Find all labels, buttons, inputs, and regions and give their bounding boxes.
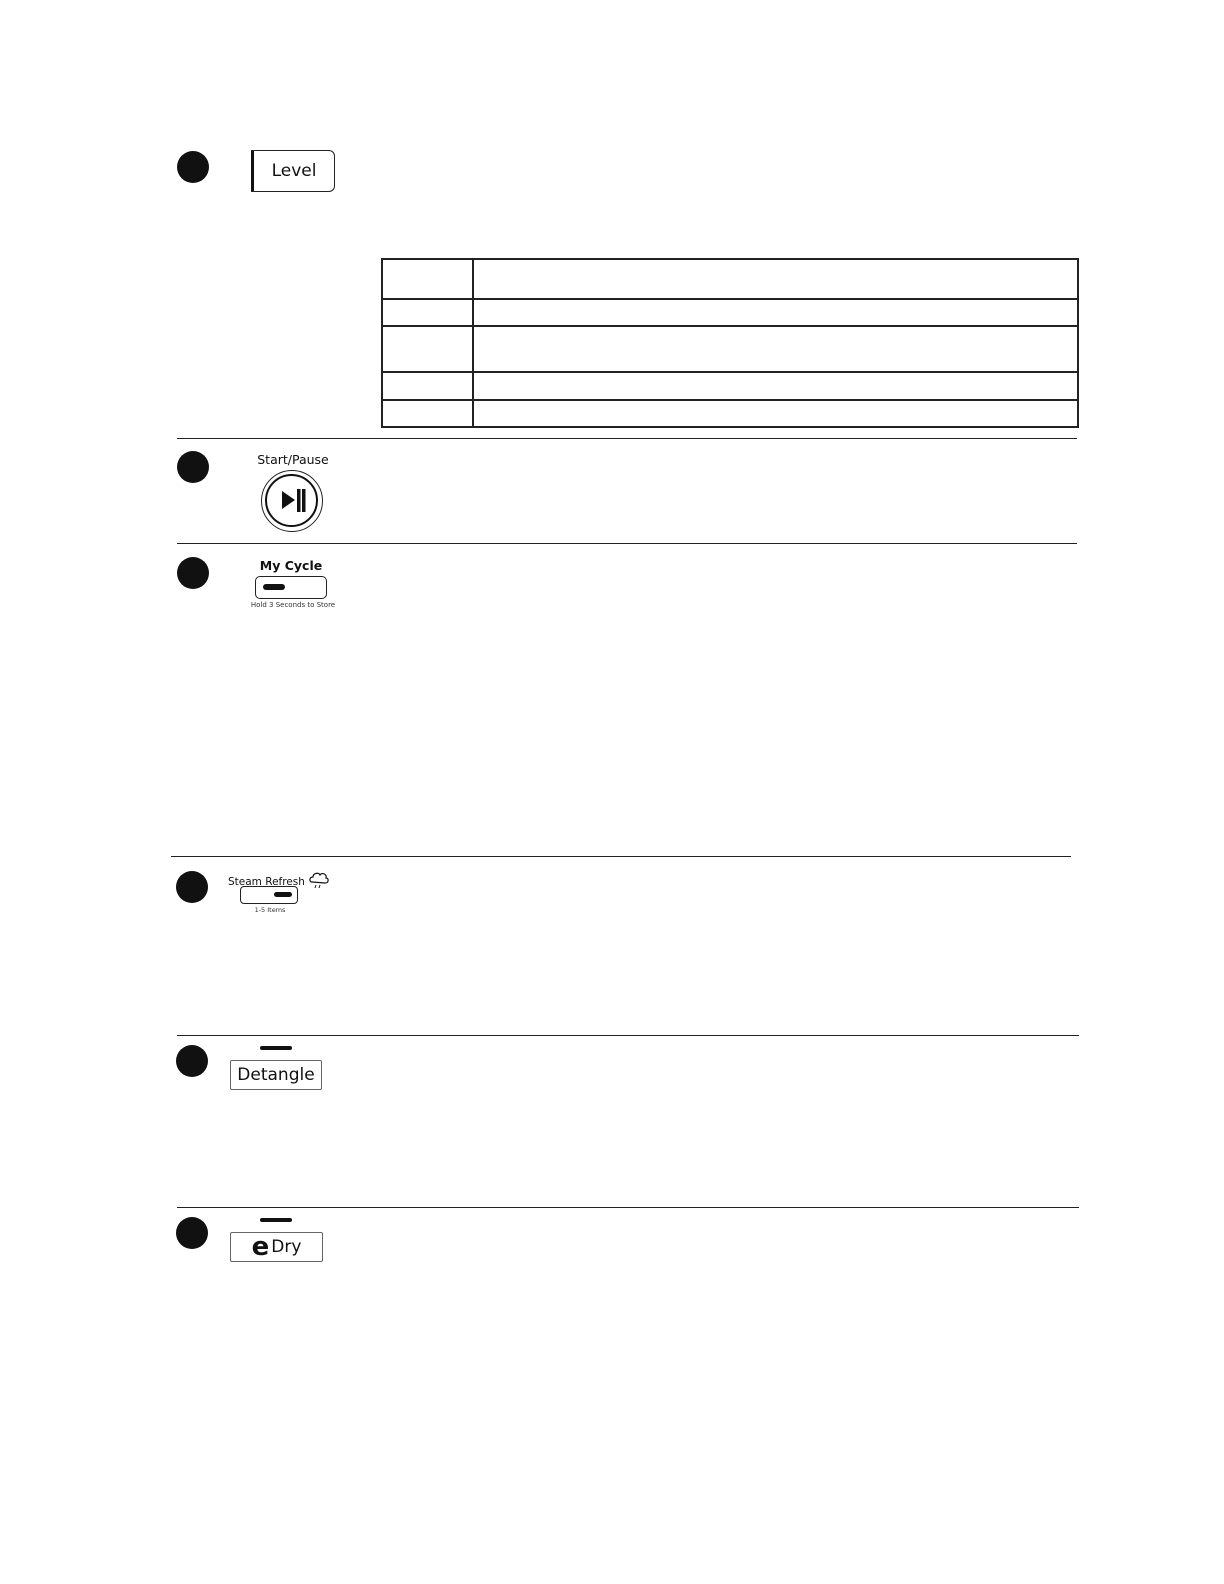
steam-cloud-icon bbox=[308, 871, 330, 889]
indicator-light bbox=[274, 892, 292, 897]
start-pause-button[interactable] bbox=[261, 470, 323, 532]
section-divider bbox=[177, 543, 1077, 544]
start-pause-label: Start/Pause bbox=[257, 452, 329, 467]
table-row bbox=[382, 326, 1078, 372]
table-row bbox=[382, 259, 1078, 299]
edry-label: Dry bbox=[271, 1237, 302, 1257]
table-cell bbox=[382, 259, 473, 299]
steam-refresh-sublabel: 1-5 Items bbox=[254, 906, 286, 914]
table-cell bbox=[473, 259, 1078, 299]
table-cell bbox=[473, 299, 1078, 326]
detangle-label: Detangle bbox=[237, 1065, 315, 1085]
my-cycle-button[interactable] bbox=[255, 576, 327, 599]
my-cycle-sublabel: Hold 3 Seconds to Store bbox=[250, 601, 336, 609]
table-row bbox=[382, 299, 1078, 326]
edry-logo-letter: e bbox=[251, 1232, 270, 1262]
level-table bbox=[381, 258, 1079, 428]
indicator-light bbox=[260, 1218, 292, 1222]
section-bullet bbox=[177, 451, 209, 483]
section-bullet bbox=[176, 1217, 208, 1249]
section-bullet bbox=[176, 871, 208, 903]
detangle-button[interactable] bbox=[230, 1060, 322, 1090]
section-bullet bbox=[177, 557, 209, 589]
section-divider bbox=[177, 438, 1077, 439]
section-bullet bbox=[177, 151, 209, 183]
table-cell bbox=[473, 326, 1078, 372]
indicator-light bbox=[260, 1046, 292, 1050]
table-cell bbox=[382, 326, 473, 372]
table-cell bbox=[382, 400, 473, 427]
section-bullet bbox=[176, 1045, 208, 1077]
level-button-label: Level bbox=[271, 161, 317, 181]
table-cell bbox=[473, 400, 1078, 427]
table-row bbox=[382, 400, 1078, 427]
table-row bbox=[382, 372, 1078, 400]
indicator-light bbox=[263, 584, 285, 590]
edry-button[interactable] bbox=[230, 1232, 323, 1262]
play-pause-icon bbox=[267, 476, 316, 525]
table-cell bbox=[382, 299, 473, 326]
table-cell bbox=[382, 372, 473, 400]
my-cycle-label: My Cycle bbox=[259, 558, 323, 573]
table-cell bbox=[473, 372, 1078, 400]
section-divider bbox=[177, 1035, 1079, 1036]
section-divider bbox=[177, 1207, 1079, 1208]
steam-refresh-button[interactable] bbox=[240, 886, 298, 904]
level-button[interactable] bbox=[251, 150, 335, 192]
start-pause-ring bbox=[265, 474, 318, 527]
section-divider bbox=[171, 856, 1071, 857]
steam-refresh-label: Steam Refresh bbox=[228, 876, 305, 888]
